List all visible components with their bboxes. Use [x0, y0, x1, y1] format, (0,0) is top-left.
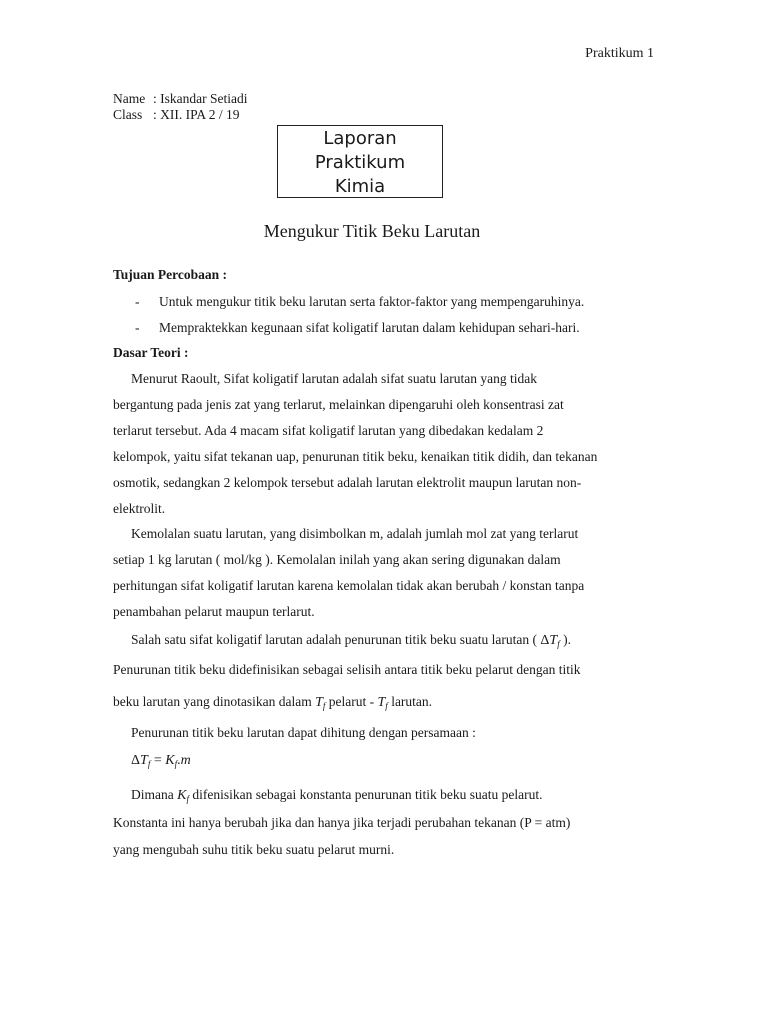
- paragraph-line: yang mengubah suhu titik beku suatu pelarut murni.: [113, 842, 395, 857]
- paragraph-text: larutan.: [391, 694, 433, 709]
- paragraph-line: setiap 1 kg larutan ( mol/kg ). Kemolalan inilah yang akan sering digunakan dalam: [113, 552, 561, 567]
- paragraph-text: Salah satu sifat koligatif larutan adalah penurunan titik beku suatu larutan (: [131, 632, 538, 647]
- name-label: Name: [113, 91, 146, 106]
- title-box-line-1: Laporan: [323, 128, 397, 149]
- dasar-heading: Dasar Teori :: [113, 345, 189, 360]
- paragraph-line: bergantung pada jenis zat yang terlarut, melainkan dipengaruhi oleh konsentrasi zat: [113, 397, 564, 412]
- paragraph-line: Penurunan titik beku larutan dapat dihitung dengan persamaan :: [131, 725, 476, 740]
- paragraph-text: ).: [563, 632, 571, 647]
- paragraph-text: beku larutan yang dinotasikan dalam: [113, 694, 312, 709]
- delta-tf-symbol: $\Delta T_f$: [540, 633, 560, 649]
- bullet-dash: -: [135, 320, 140, 335]
- tujuan-item-text: Untuk mengukur titik beku larutan serta faktor-faktor yang mempengaruhinya.: [159, 294, 585, 309]
- paragraph-line: [113, 694, 432, 711]
- title-box-line-3: Kimia: [334, 176, 386, 197]
- paragraph-line: Menurut Raoult, Sifat koligatif larutan adalah sifat suatu larutan yang tidak: [131, 371, 538, 386]
- page-header-label: Praktikum 1: [585, 46, 654, 61]
- freezing-point-equation: [131, 752, 191, 769]
- tf-symbol: $T_f$: [377, 695, 388, 711]
- paragraph-line: [131, 787, 543, 804]
- tujuan-item: [135, 294, 584, 310]
- tf-symbol: $T_f$: [315, 695, 326, 711]
- class-value: : XII. IPA 2 / 19: [153, 107, 240, 122]
- name-row: [113, 91, 247, 107]
- paragraph-text: pelarut -: [328, 694, 375, 709]
- paragraph-line: penambahan pelarut maupun terlarut.: [113, 604, 315, 619]
- paragraph-line: perhitungan sifat koligatif larutan karena kemolalan tidak akan berubah / konstan tanpa: [113, 578, 585, 593]
- kf-symbol: $K_f$: [177, 788, 189, 804]
- tujuan-item: [135, 320, 580, 336]
- paragraph-line: terlarut tersebut. Ada 4 macam sifat koligatif larutan yang dibedakan kedalam 2: [113, 423, 544, 438]
- class-label: Class: [113, 107, 143, 122]
- paragraph-line: [131, 632, 571, 649]
- paragraph-text: Dimana: [131, 787, 174, 802]
- paragraph-line: osmotik, sedangkan 2 kelompok tersebut adalah larutan elektrolit maupun larutan non-: [113, 475, 582, 490]
- equation-text: $\Delta T_f = K_f.m$: [131, 753, 191, 769]
- name-value: : Iskandar Setiadi: [153, 91, 248, 106]
- paragraph-line: Kemolalan suatu larutan, yang disimbolkan m, adalah jumlah mol zat yang terlarut: [131, 526, 579, 541]
- report-title-box: [277, 125, 443, 198]
- document-title: Mengukur Titik Beku Larutan: [263, 221, 481, 241]
- paragraph-line: kelompok, yaitu sifat tekanan uap, penurunan titik beku, kenaikan titik didih, dan tekanan: [113, 449, 598, 464]
- class-row: [113, 107, 247, 123]
- identity-block: [113, 91, 247, 123]
- bullet-dash: -: [135, 294, 140, 309]
- tujuan-heading: Tujuan Percobaan :: [113, 267, 228, 282]
- paragraph-text: difenisikan sebagai konstanta penurunan titik beku suatu pelarut.: [192, 787, 543, 802]
- paragraph-line: Konstanta ini hanya berubah jika dan hanya jika terjadi perubahan tekanan (P = atm): [113, 815, 571, 830]
- paragraph-line: elektrolit.: [113, 501, 166, 516]
- tujuan-item-text: Mempraktekkan kegunaan sifat koligatif larutan dalam kehidupan sehari-hari.: [159, 320, 580, 335]
- title-box-line-2: Praktikum: [314, 152, 406, 173]
- paragraph-line: Penurunan titik beku didefinisikan sebagai selisih antara titik beku pelarut dengan titik: [113, 662, 581, 677]
